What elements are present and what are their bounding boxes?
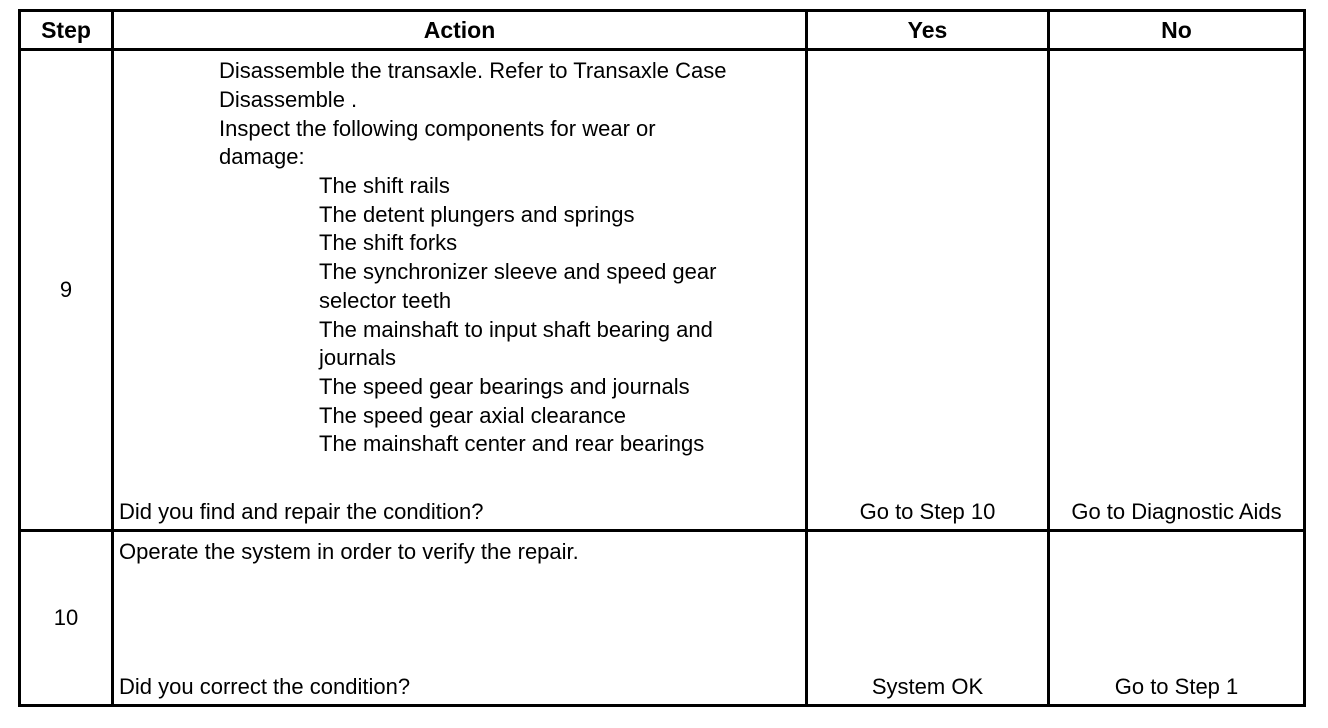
instruction-line: damage: <box>219 144 305 169</box>
yes-result: Go to Step 10 <box>859 498 996 524</box>
component-item: The synchronizer sleeve and speed gear <box>319 259 717 284</box>
row-divider <box>18 529 1306 532</box>
action-question: Did you correct the condition? <box>119 674 411 699</box>
instruction-line: Inspect the following components for wear or <box>219 116 656 141</box>
instruction-line: Disassemble the transaxle. Refer to Transaxle Case <box>219 58 727 83</box>
component-item: The mainshaft center and rear bearings <box>319 431 705 456</box>
no-result: Go to Diagnostic Aids <box>1071 498 1282 524</box>
column-divider-yes <box>1047 9 1050 707</box>
no-result: Go to Step 1 <box>1114 673 1239 699</box>
step-number: 9 <box>59 277 73 302</box>
header-divider <box>18 48 1306 51</box>
instruction-line: Operate the system in order to verify the repair. <box>119 539 579 564</box>
header-action: Action <box>423 16 496 43</box>
component-item: The detent plungers and springs <box>319 202 635 227</box>
step-number: 10 <box>53 605 79 630</box>
component-item: The mainshaft to input shaft bearing and <box>319 317 713 342</box>
instruction-line: Disassemble . <box>219 87 358 112</box>
component-item: selector teeth <box>319 288 452 313</box>
header-no: No <box>1161 16 1192 43</box>
action-question: Did you find and repair the condition? <box>119 499 484 524</box>
component-item: The shift rails <box>319 173 450 198</box>
column-divider-step <box>111 9 114 707</box>
component-item: The speed gear axial clearance <box>319 403 626 428</box>
component-item: The shift forks <box>319 230 458 255</box>
table-border-right <box>1303 9 1306 707</box>
header-step: Step <box>41 16 91 43</box>
header-yes: Yes <box>907 16 948 43</box>
table-border-bottom <box>18 704 1306 707</box>
yes-result: System OK <box>871 673 984 699</box>
column-divider-action <box>805 9 808 707</box>
component-item: The speed gear bearings and journals <box>319 374 690 399</box>
component-item: journals <box>319 345 397 370</box>
